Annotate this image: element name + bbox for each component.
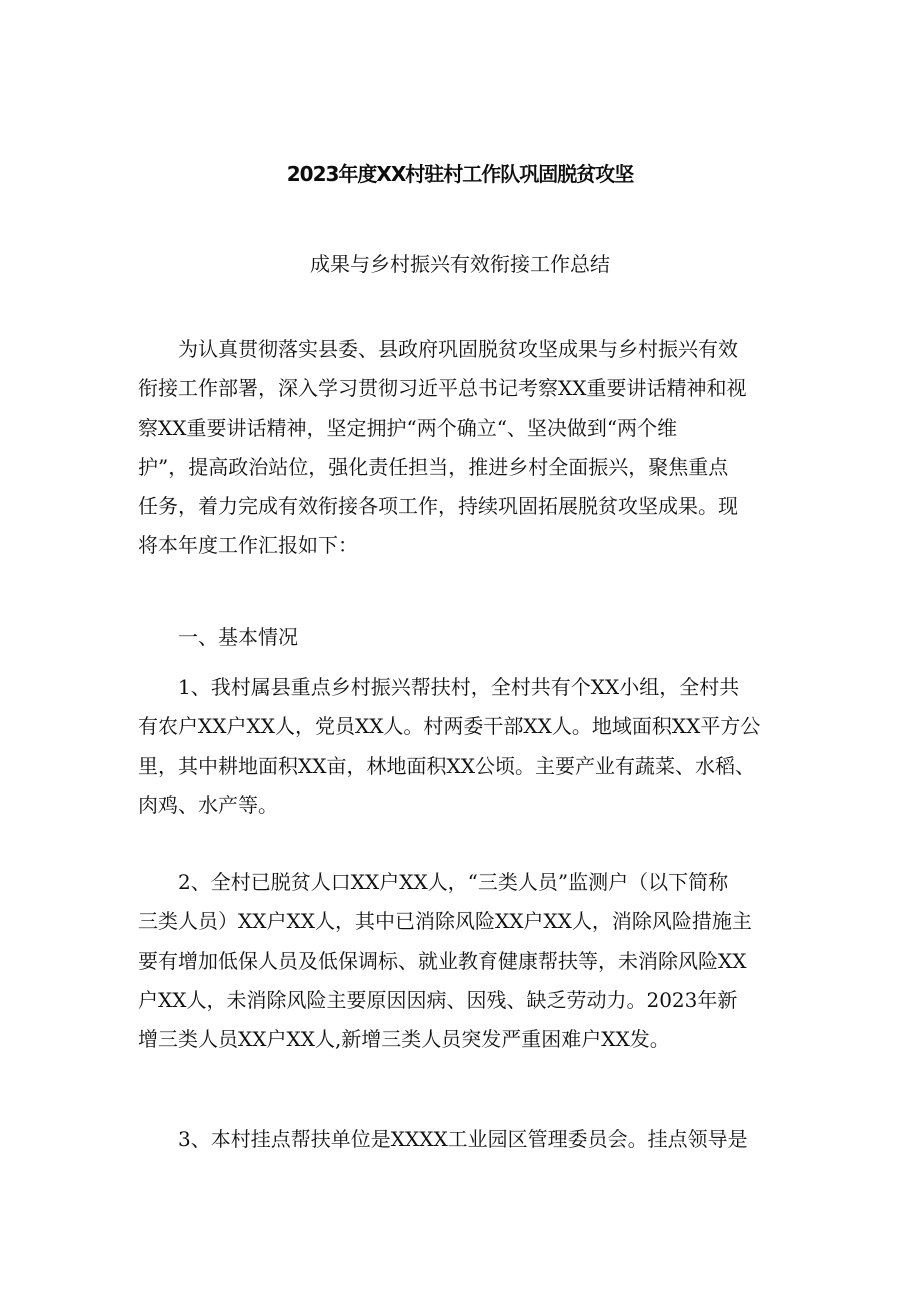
item-2-line: 要有增加低保人员及低保调标、就业教育健康帮扶等，未消除风险XX	[138, 948, 747, 973]
item-1-paragraph	[138, 668, 784, 825]
intro-line: 衔接工作部署，深入学习贯彻习近平总书记考察XX重要讲话精神和视	[138, 376, 747, 401]
item-2-line: 2、全村已脱贫人口XX户XX人，“三类人员”监测户（以下简称	[178, 870, 729, 894]
document-title-line-2: 成果与乡村振兴有效衔接工作总结	[310, 252, 610, 276]
item-2-line: 增三类人员XX户XX人,新增三类人员突发严重困难户XX发。	[138, 1027, 670, 1052]
intro-line: 护”，提高政治站位，强化责任担当，推进乡村全面振兴，聚焦重点	[138, 454, 729, 479]
item-3-paragraph	[138, 1120, 784, 1159]
intro-line: 为认真贯彻落实县委、县政府巩固脱贫攻坚成果与乡村振兴有效	[178, 337, 738, 361]
item-2-paragraph	[138, 863, 784, 1059]
intro-line: 任务，着力完成有效衔接各项工作，持续巩固拓展脱贫攻坚成果。现	[138, 494, 738, 519]
intro-line: 将本年度工作汇报如下：	[138, 533, 358, 558]
item-2-line: 户XX人，未消除风险主要原因因病、因残、缺乏劳动力。2023年新	[138, 987, 738, 1012]
section-heading	[138, 618, 784, 657]
intro-paragraph	[138, 330, 784, 566]
item-3-line: 3、本村挂点帮扶单位是XXXX工业园区管理委员会。挂点领导是	[178, 1127, 748, 1151]
document-title-line-1: 2023年度XX村驻村工作队巩固脱贫攻坚	[286, 162, 634, 186]
section-1-heading: 一、基本情况	[178, 625, 298, 649]
item-1-line: 1、我村属县重点乡村振兴帮扶村，全村共有个XX小组，全村共	[178, 675, 740, 699]
item-1-line: 肉鸡、水产等。	[138, 792, 278, 817]
intro-line: 察XX重要讲话精神，坚定拥护“两个确立“、坚决做到“两个维	[138, 415, 678, 440]
item-1-line: 里，其中耕地面积XX亩，林地面积XX公顷。主要产业有蔬菜、水稻、	[138, 753, 755, 778]
item-2-line: 三类人员）XX户XX人，其中已消除风险XX户XX人，消除风险措施主	[138, 909, 752, 934]
item-1-line: 有农户XX户XX人，党员XX人。村两委干部XX人。地域面积XX平方公	[138, 714, 761, 739]
